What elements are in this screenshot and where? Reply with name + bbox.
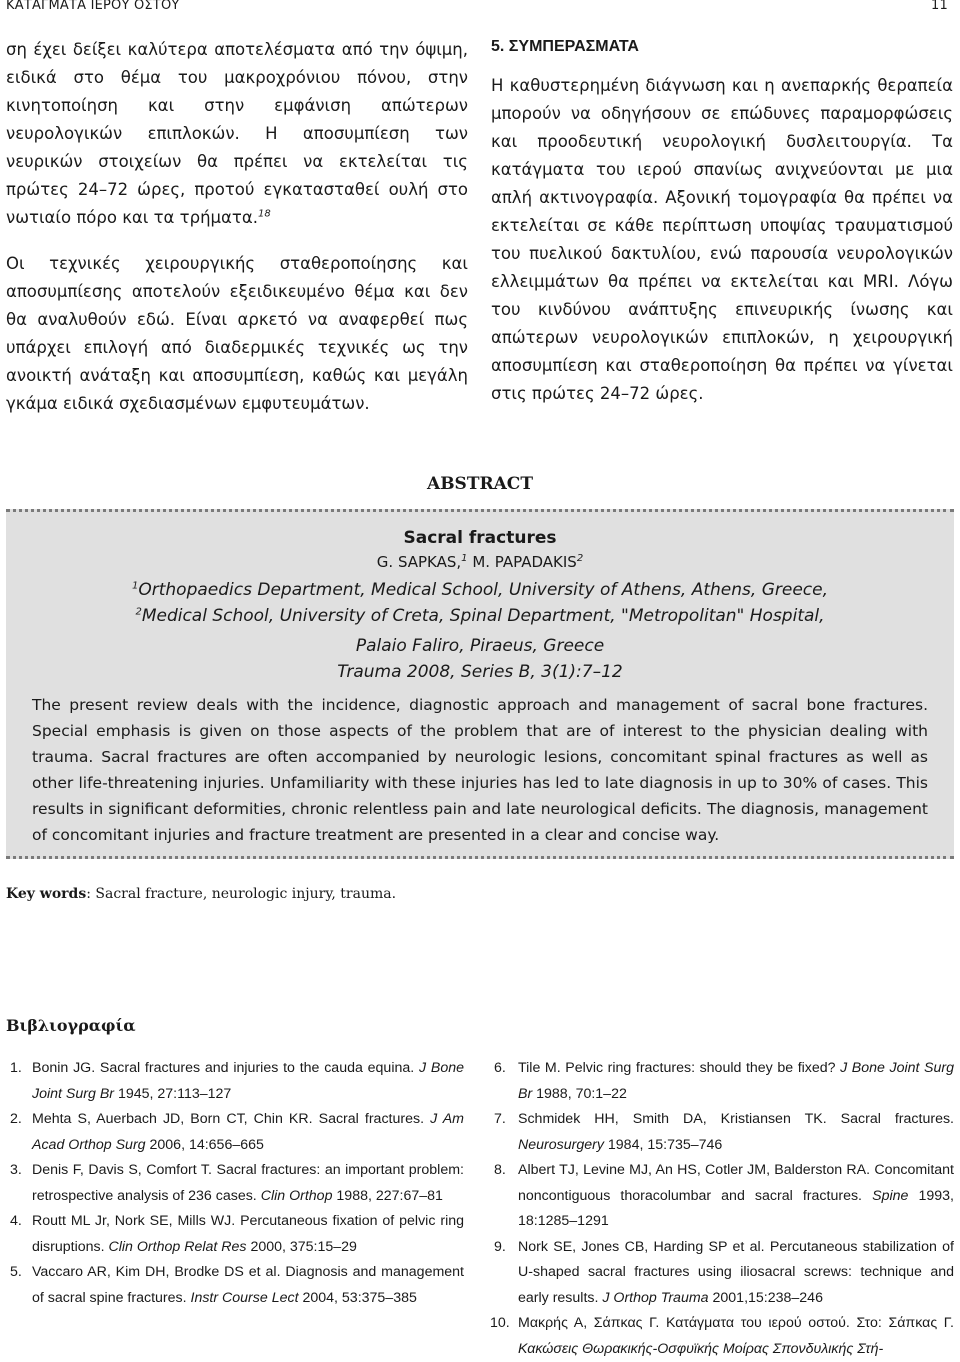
reference-journal: Spine — [872, 1187, 909, 1204]
reference-volume: 1993, 18:1285–1291 — [518, 1187, 955, 1229]
reference-text: Routt ML Jr, Nork SE, Mills WJ. Percutaneous fixation of pelvic ring disruptions. — [32, 1213, 464, 1255]
paper-title: Sacral fractures — [403, 528, 557, 548]
affiliation-2-text: Medical School, University of Creta, Spinal Department, "Metropolitan" Hospital, — [141, 606, 825, 626]
reference-item — [6, 1107, 464, 1158]
reference-item — [6, 1260, 464, 1311]
reference-journal: Neurosurgery — [518, 1136, 604, 1153]
reference-text: Μακρής Α, Σάπκας Γ. Κατάγματα του ιερού οστού. Στο: Σάπκας Γ. — [518, 1315, 954, 1331]
affiliation-2-mark: 2 — [135, 606, 142, 618]
reference-text: Tile M. Pelvic ring fractures: should they be fixed? — [518, 1060, 841, 1076]
reference-item — [494, 1107, 954, 1158]
reference-item — [6, 1209, 464, 1260]
reference-number: 9. — [494, 1238, 506, 1255]
reference-journal: J Am Acad Orthop Surg — [32, 1111, 464, 1153]
reference-item — [490, 1311, 954, 1362]
reference-number: 6. — [494, 1060, 506, 1076]
reference-text: Schmidek HH, Smith DA, Kristiansen TK. Sacral fractures. — [518, 1111, 954, 1127]
authors — [6, 553, 954, 571]
reference-journal: Clin Orthop Relat Res — [108, 1238, 247, 1255]
reference-volume: 2000, 375:15–29 — [246, 1238, 357, 1255]
reference-text: Denis F, Davis S, Comfort T. Sacral fractures: an important problem: retrospective analysis of 236 cases. — [32, 1162, 464, 1204]
reference-volume: 2004, 53:375–385 — [298, 1289, 417, 1306]
reference-text: Albert TJ, Levine MJ, An HS, Cotler JM, Balderston RA. Concomitant noncontiguous thoracolumbar and sacral fractures. — [518, 1162, 954, 1204]
reference-number: 7. — [494, 1111, 506, 1127]
reference-number: 4. — [10, 1213, 22, 1229]
author-2-affiliation-mark: 2 — [576, 553, 584, 564]
keywords — [6, 886, 706, 902]
left-column — [6, 36, 468, 418]
affiliation-3: Palaio Faliro, Piraeus, Greece — [355, 636, 605, 656]
affiliation-1-text: Orthopaedics Department, Medical School, University of Athens, Athens, Greece, — [138, 580, 828, 600]
reference-journal: J Bone Joint Surg Br — [32, 1060, 464, 1102]
reference-volume: 1945, 27:113–127 — [114, 1085, 232, 1102]
left-paragraph-1-text: ση έχει δείξει καλύτερα αποτελέσματα από την όψιμη, ειδικά στο θέμα του μακροχρόνιου πόνου, στην κινητοποίηση και στην εμφάνιση απώτερων νευρολογικών επιπλοκών. Η αποσυμπίεση των νευρικών στοιχείων θα πρέπει να εκτελείται τις πρώτες 24–72 ώρες, προτού εγκατασταθεί ουλή στο νωτιαίο πόρο και τα τρήματα. — [6, 40, 468, 227]
reference-volume: 2006, 14:656–665 — [145, 1136, 264, 1153]
citation-superscript: 18 — [257, 208, 271, 220]
affiliation-1-mark: 1 — [131, 580, 139, 592]
reference-text: Vaccaro AR, Kim DH, Brodke DS et al. Diagnosis and management of sacral spine fractures. — [32, 1264, 464, 1306]
reference-journal: Κακώσεις Θωρακικής-Οσφυϊκής Μοίρας Σπονδυλικής Στή- — [518, 1340, 884, 1357]
reference-text: Bonin JG. Sacral fractures and injuries to the cauda equina. — [32, 1060, 419, 1076]
author-2: M. PAPADAKIS — [472, 553, 577, 571]
affiliation-1 — [6, 580, 954, 600]
author-1: G. SAPKAS, — [376, 553, 462, 571]
conclusions-paragraph: Η καθυστερημένη διάγνωση και η ανεπαρκής θεραπεία μπορούν να οδηγήσουν σε επώδυνες παραμορφώσεις και προοδευτική νευρολογική δυσλειτουργία. Τα κατάγματα του ιερού σπανίως ανιχνεύονται με μια απλή ακτινογραφία. Αξονική τομογραφία θα πρέπει να εκτελείται σε κάθε περίπτωση υποψίας τραυματισμού του πυελικού δακτυλίου, ενώ παρουσία νευρολογικών ελλειμμάτων θα πρέπει να εκτελείται και MRI. Λόγω του κινδύνου ανάπτυξης επινευρικής ίνωσης και απώτερων νευρολογικών επιπλοκών, η χειρουργική αποσυμπίεση και σταθεροποίηση θα πρέπει να γίνεται στις πρώτες 24–72 ώρες. — [491, 76, 953, 403]
left-paragraph-2: Οι τεχνικές χειρουργικής σταθεροποίησης και αποσυμπίεσης αποτελούν εξειδικευμένο θέμα και δεν θα αναλυθούν εδώ. Είναι αρκετό να αναφερθεί πως υπάρχει επιλογή από διαδερμικές τεχνικές ως την ανοικτή ανάταξη και αποσυμπίεση, καθώς και μεγάλη γκάμα ειδικά σχεδιασμένων εμφυτευμάτων. — [6, 254, 468, 413]
reference-item — [494, 1056, 954, 1107]
reference-number: 5. — [10, 1264, 22, 1280]
reference-volume: 1988, 227:67–81 — [332, 1187, 443, 1204]
reference-number: 1. — [10, 1060, 22, 1076]
reference-text: Mehta S, Auerbach JD, Born CT, Chin KR. Sacral fractures. — [32, 1111, 431, 1127]
references-list-left — [6, 1056, 464, 1311]
reference-volume: 1984, 15:735–746 — [603, 1136, 723, 1153]
abstract-label: ABSTRACT — [427, 474, 533, 494]
references-list-right — [490, 1056, 955, 1362]
reference-volume: 2001,15:238–246 — [708, 1289, 823, 1306]
author-1-affiliation-mark: 1 — [461, 553, 468, 564]
journal-citation: Trauma 2008, Series B, 3(1):7–12 — [337, 662, 623, 682]
reference-item — [494, 1235, 954, 1312]
reference-number: 10. — [490, 1315, 510, 1331]
right-column — [491, 36, 953, 408]
reference-item — [6, 1158, 464, 1209]
reference-text: Nork SE, Jones CB, Harding SP et al. Percutaneous stabilization of U-shaped sacral fractures using iliosacral screws: technique and early results. — [518, 1238, 954, 1306]
abstract-text: The present review deals with the incidence, diagnostic approach and management of sacral bone fractures. Special emphasis is given on those aspects of the problem that are of interest to the physician dealing with trauma. Sacral fractures are often accompanied by neurologic lesions, concomitant spinal fractures as well as other life-threatening injuries. Unfamiliarity with these injuries has led to late diagnosis in up to 30% of cases. This results in significant deformities, chronic relentless pain and late neurological deficits. The diagnosis, management of concomitant injuries and fracture treatment are presented in a clear and concise way. — [32, 696, 928, 844]
keywords-label: Key words — [6, 886, 87, 902]
reference-number: 8. — [494, 1162, 506, 1178]
reference-number: 3. — [10, 1162, 22, 1178]
abstract-box — [6, 509, 954, 859]
reference-journal: J Orthop Trauma — [602, 1289, 709, 1306]
reference-journal: J Bone Joint Surg Br — [518, 1060, 954, 1102]
page-number: 11 — [931, 0, 948, 13]
running-title: ΚΑΤΑΓΜΑΤΑ ΙΕΡΟΥ ΟΣΤΟΥ — [6, 0, 180, 13]
reference-journal: Instr Course Lect — [190, 1289, 299, 1306]
reference-number: 2. — [10, 1111, 22, 1127]
reference-volume: 1988, 70:1–22 — [532, 1085, 627, 1102]
references-heading: Βιβλιογραφία — [6, 1016, 136, 1035]
left-paragraph-1 — [6, 36, 468, 232]
reference-journal: Clin Orthop — [260, 1187, 333, 1204]
reference-item — [6, 1056, 464, 1107]
running-header — [6, 0, 954, 18]
affiliation-2 — [6, 606, 954, 626]
keywords-text: : Sacral fracture, neurologic injury, trauma. — [86, 886, 397, 902]
conclusions-heading: 5. ΣΥΜΠΕΡΑΣΜΑΤΑ — [491, 38, 639, 55]
reference-item — [494, 1158, 954, 1235]
